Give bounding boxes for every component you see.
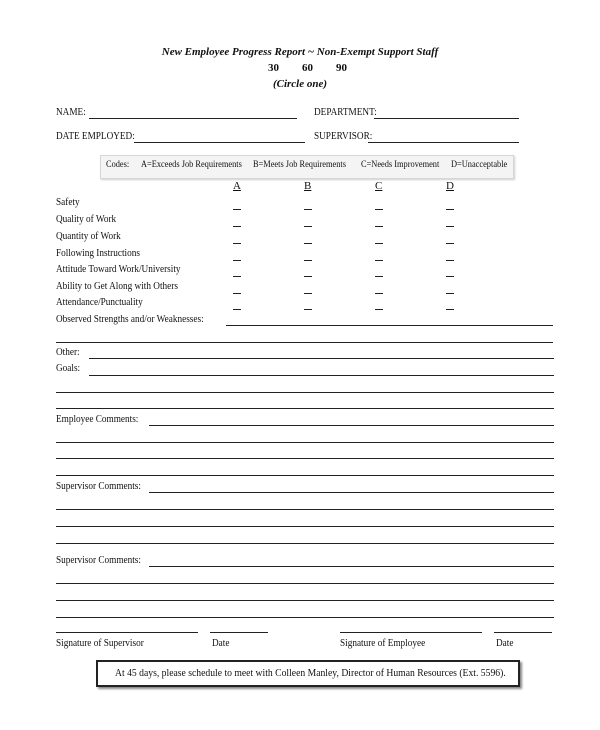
- criterion-quality: Quality of Work: [56, 214, 117, 225]
- goals-line-3[interactable]: [56, 408, 554, 409]
- period-60[interactable]: 60: [302, 62, 313, 74]
- rating-blank-a[interactable]: [233, 243, 241, 244]
- goals-line-1[interactable]: [89, 375, 554, 376]
- rating-blank-d[interactable]: [446, 260, 454, 261]
- code-b: B=Meets Job Requirements: [253, 160, 346, 170]
- rating-blank-b[interactable]: [304, 209, 312, 210]
- rating-blank-c[interactable]: [375, 276, 383, 277]
- rating-blank-b[interactable]: [304, 293, 312, 294]
- employee-comments-line-2[interactable]: [56, 442, 554, 443]
- period-90[interactable]: 90: [336, 62, 347, 74]
- rating-blank-a[interactable]: [233, 276, 241, 277]
- supervisor-comments-1-line-3[interactable]: [56, 526, 554, 527]
- code-c: C=Needs Improvement: [361, 160, 440, 170]
- form-title: New Employee Progress Report ~ Non-Exempt Support Staff: [161, 46, 439, 58]
- column-c-header: C: [375, 180, 383, 192]
- employee-comments-line-4[interactable]: [56, 475, 554, 476]
- employee-comments-line-3[interactable]: [56, 458, 554, 459]
- rating-blank-c[interactable]: [375, 209, 383, 210]
- department-label: DEPARTMENT:: [314, 107, 377, 118]
- rating-blank-b[interactable]: [304, 243, 312, 244]
- supervisor-signature-label: Signature of Supervisor: [56, 638, 144, 649]
- column-b-header: B: [304, 180, 312, 192]
- supervisor-comments-label-2: Supervisor Comments:: [56, 555, 141, 566]
- employee-signature-label: Signature of Employee: [340, 638, 426, 649]
- meeting-notice-text: At 45 days, please schedule to meet with Colleen Manley, Director of Human Resources (Ext. 5596).: [114, 668, 506, 679]
- rating-blank-c[interactable]: [375, 293, 383, 294]
- strengths-line-1[interactable]: [226, 325, 553, 326]
- rating-blank-a[interactable]: [233, 226, 241, 227]
- rating-blank-b[interactable]: [304, 309, 312, 310]
- supervisor-comments-1-line-4[interactable]: [56, 543, 554, 544]
- supervisor-date-line[interactable]: [210, 632, 268, 633]
- rating-blank-c[interactable]: [375, 243, 383, 244]
- goals-label: Goals:: [56, 363, 81, 374]
- rating-blank-d[interactable]: [446, 243, 454, 244]
- supervisor-comments-label-1: Supervisor Comments:: [56, 481, 141, 492]
- supervisor-comments-1-line-2[interactable]: [56, 509, 554, 510]
- rating-blank-c[interactable]: [375, 260, 383, 261]
- meeting-notice: [96, 660, 520, 687]
- supervisor-date-label: Date: [212, 638, 230, 649]
- rating-blank-a[interactable]: [233, 293, 241, 294]
- department-line[interactable]: [374, 118, 519, 119]
- rating-blank-d[interactable]: [446, 276, 454, 277]
- rating-blank-b[interactable]: [304, 276, 312, 277]
- period-30[interactable]: 30: [268, 62, 279, 74]
- code-d: D=Unacceptable: [451, 160, 508, 170]
- rating-blank-c[interactable]: [375, 226, 383, 227]
- supervisor-comments-2-line-3[interactable]: [56, 600, 554, 601]
- other-line[interactable]: [89, 358, 554, 359]
- employee-comments-line-1[interactable]: [149, 425, 554, 426]
- column-a-header: A: [233, 180, 241, 192]
- date-employed-label: DATE EMPLOYED:: [56, 131, 135, 142]
- goals-line-2[interactable]: [56, 392, 554, 393]
- rating-blank-d[interactable]: [446, 309, 454, 310]
- supervisor-comments-2-line-4[interactable]: [56, 617, 554, 618]
- rating-blank-b[interactable]: [304, 226, 312, 227]
- criterion-attendance: Attendance/Punctuality: [56, 297, 143, 308]
- criterion-quantity: Quantity of Work: [56, 231, 121, 242]
- circle-one-instruction: (Circle one): [272, 78, 328, 90]
- rating-blank-d[interactable]: [446, 226, 454, 227]
- date-employed-line[interactable]: [134, 142, 305, 143]
- column-d-header: D: [446, 180, 454, 192]
- supervisor-comments-1-line-1[interactable]: [149, 492, 554, 493]
- strengths-line-2[interactable]: [56, 342, 553, 343]
- supervisor-comments-2-line-1[interactable]: [149, 566, 554, 567]
- name-label: NAME:: [56, 107, 86, 118]
- criterion-get-along: Ability to Get Along with Others: [56, 281, 178, 292]
- employee-date-line[interactable]: [494, 632, 552, 633]
- criterion-instructions: Following Instructions: [56, 248, 140, 259]
- employee-date-label: Date: [496, 638, 514, 649]
- other-label: Other:: [56, 347, 80, 358]
- rating-blank-d[interactable]: [446, 209, 454, 210]
- rating-blank-a[interactable]: [233, 260, 241, 261]
- supervisor-line[interactable]: [368, 142, 519, 143]
- rating-blank-b[interactable]: [304, 260, 312, 261]
- supervisor-comments-2-line-2[interactable]: [56, 583, 554, 584]
- name-line[interactable]: [89, 118, 297, 119]
- rating-blank-d[interactable]: [446, 293, 454, 294]
- codes-label: Codes:: [106, 160, 130, 170]
- supervisor-signature-line[interactable]: [56, 632, 198, 633]
- criterion-safety: Safety: [56, 197, 80, 208]
- employee-signature-line[interactable]: [340, 632, 482, 633]
- employee-comments-label: Employee Comments:: [56, 414, 139, 425]
- criterion-attitude: Attitude Toward Work/University: [56, 264, 181, 275]
- strengths-label: Observed Strengths and/or Weaknesses:: [56, 314, 204, 325]
- rating-blank-a[interactable]: [233, 309, 241, 310]
- supervisor-label: SUPERVISOR:: [314, 131, 373, 142]
- code-a: A=Exceeds Job Requirements: [141, 160, 242, 170]
- rating-blank-a[interactable]: [233, 209, 241, 210]
- rating-blank-c[interactable]: [375, 309, 383, 310]
